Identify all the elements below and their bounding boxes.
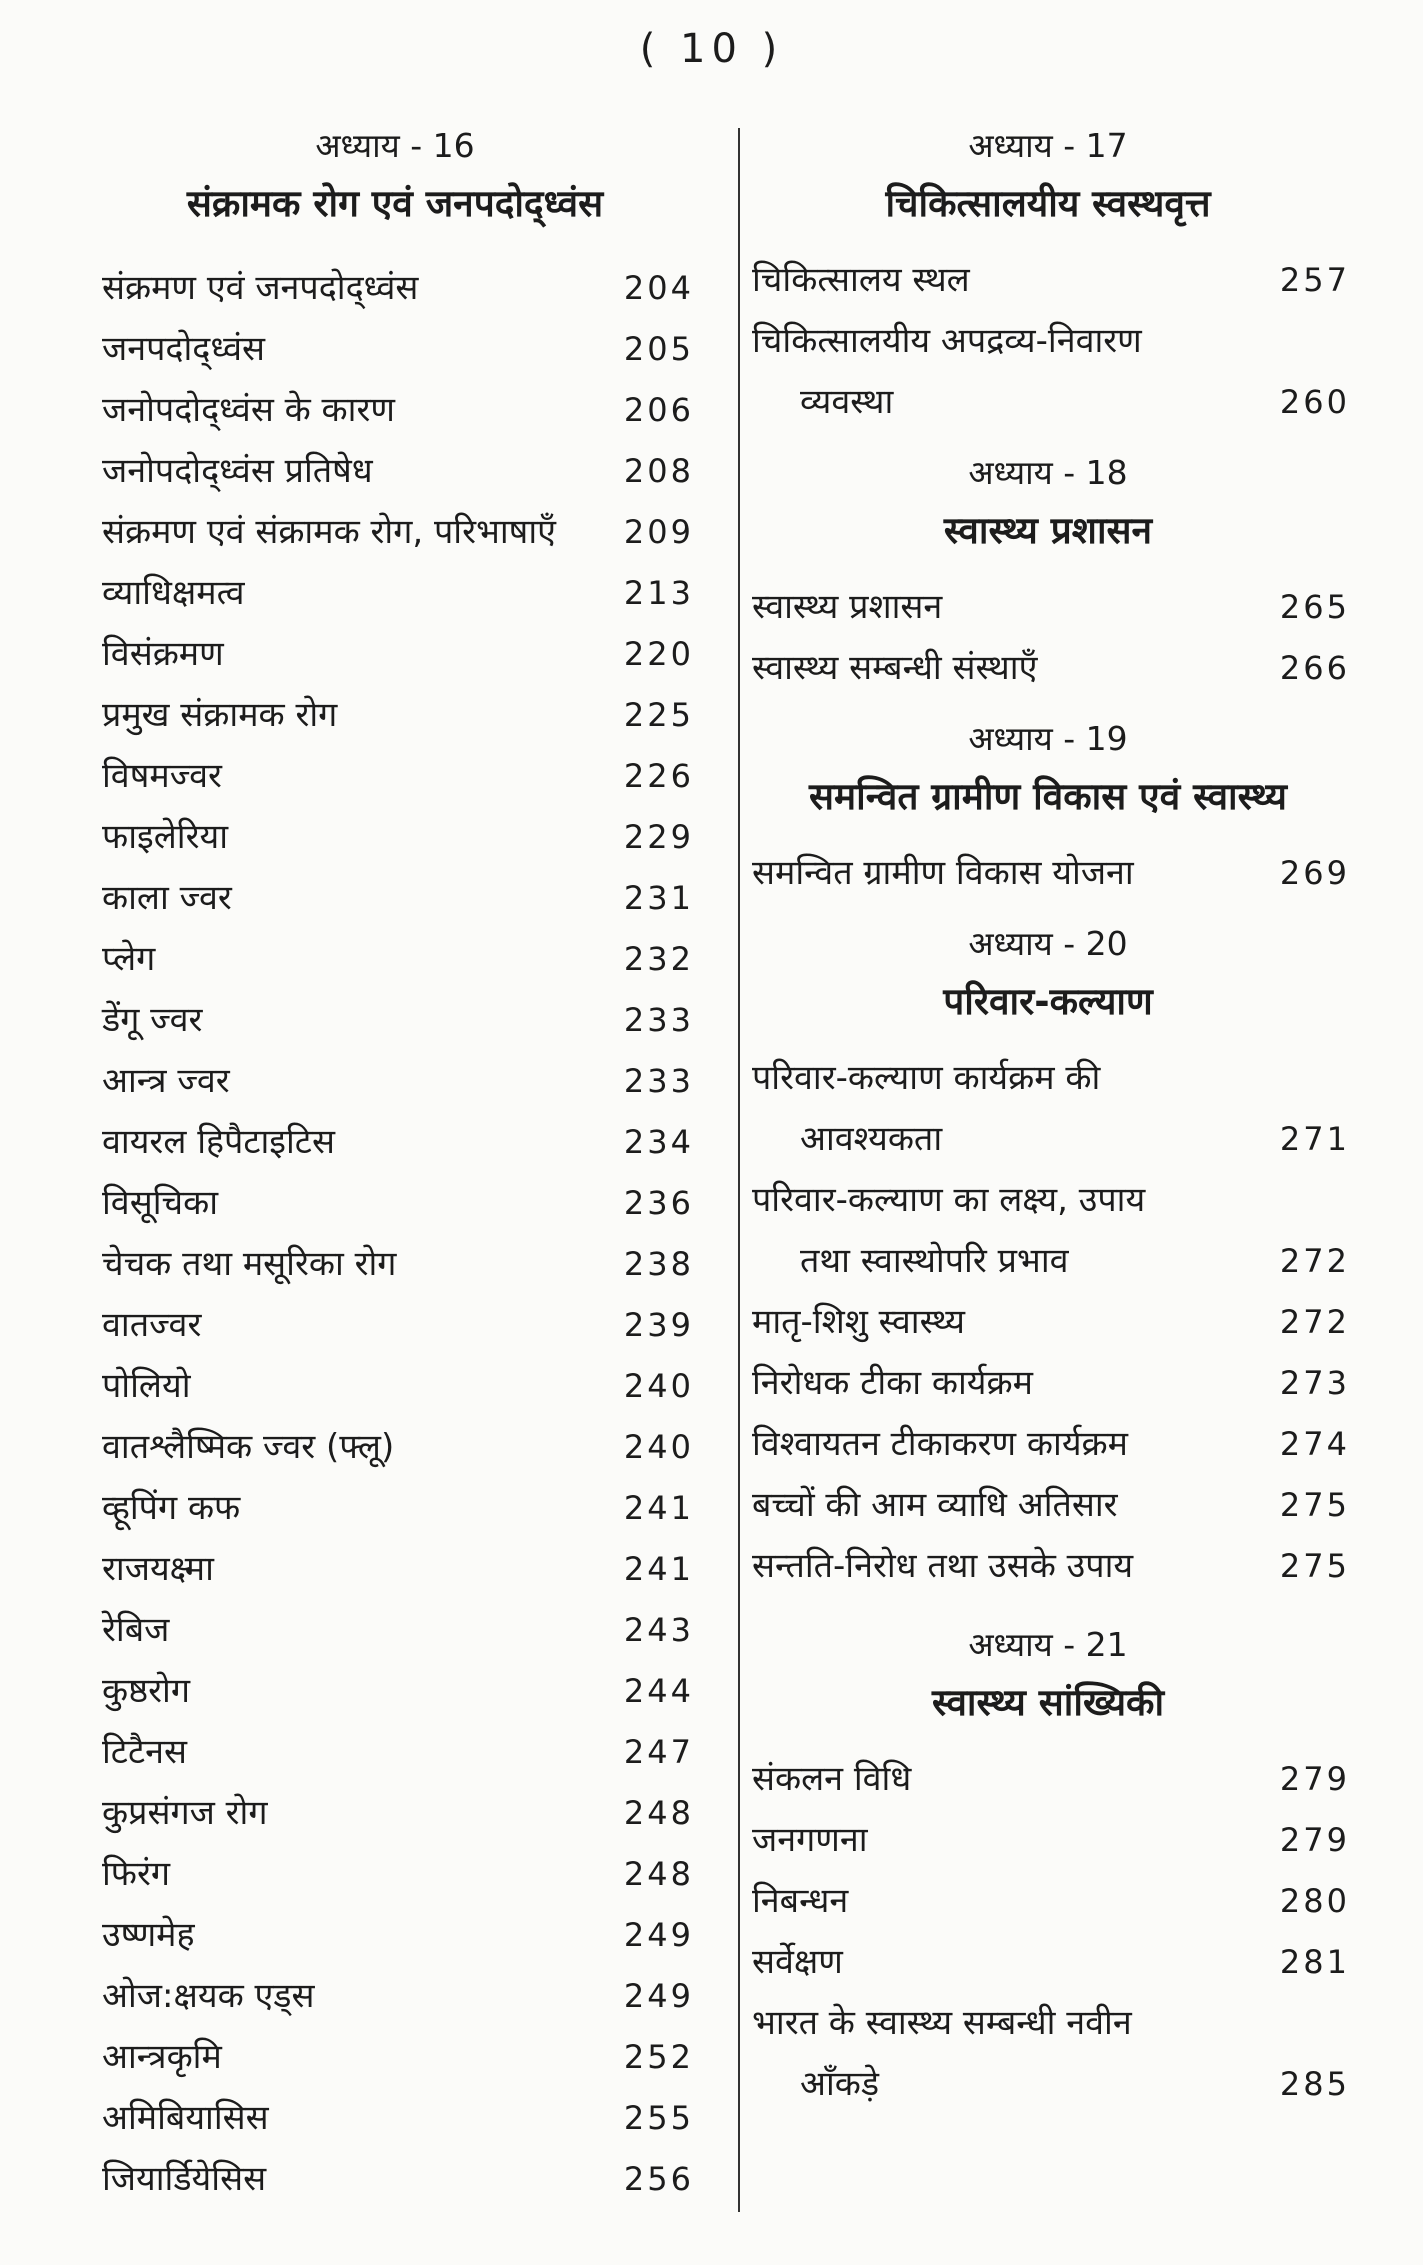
toc-entry-title: व्हूपिंग कफ [102, 1488, 241, 1528]
right-toc-list [742, 120, 1354, 2115]
toc-entry-page: 206 [623, 391, 694, 429]
toc-entry-title: परिवार-कल्याण का लक्ष्य, उपाय [752, 1180, 1146, 1220]
toc-entry [742, 577, 1354, 638]
toc-entry [742, 1353, 1354, 1414]
toc-entry-page: 275 [1279, 1486, 1350, 1524]
toc-entry-title: प्लेग [102, 939, 156, 979]
chapter-title: स्वास्थ्य प्रशासन [943, 509, 1153, 552]
toc-entry-title: वातज्वर [102, 1305, 202, 1345]
toc-entry-page: 249 [623, 1916, 694, 1954]
chapter-title: परिवार-कल्याण [943, 980, 1153, 1023]
toc-entry-title: जनोपदोद्ध्वंस प्रतिषेध [102, 451, 373, 491]
toc-entry-page: 280 [1279, 1882, 1350, 1920]
toc-entry [742, 1871, 1354, 1932]
toc-entry-page: 225 [623, 696, 694, 734]
toc-entry [90, 1234, 700, 1295]
toc-entry-page: 236 [623, 1184, 694, 1222]
toc-entry [90, 1661, 700, 1722]
toc-entry [742, 843, 1354, 904]
toc-entry-title: निरोधक टीका कार्यक्रम [752, 1363, 1033, 1403]
toc-entry-title: संक्रमण एवं संक्रामक रोग, परिभाषाएँ [102, 512, 556, 552]
toc-entry-page: 243 [623, 1611, 694, 1649]
toc-entry-page: 260 [1279, 383, 1350, 421]
toc-entry-title: निबन्धन [752, 1881, 849, 1921]
toc-entry-title: व्याधिक्षमत्व [102, 573, 245, 613]
toc-entry [90, 1112, 700, 1173]
left-toc-list [90, 258, 700, 2210]
toc-entry-title: जनगणना [752, 1820, 868, 1860]
toc-entry-title: आन्त्रकृमि [102, 2037, 222, 2077]
toc-entry [90, 563, 700, 624]
toc-entry-page: 257 [1279, 261, 1350, 299]
toc-entry-page: 275 [1279, 1547, 1350, 1585]
toc-entry [90, 441, 700, 502]
toc-entry-title: चिकित्सालयीय अपद्रव्य-निवारण [752, 321, 1142, 361]
toc-entry-page: 255 [623, 2099, 694, 2137]
toc-entry [90, 1417, 700, 1478]
toc-entry-title: काला ज्वर [102, 878, 232, 918]
toc-entry-title: स्वास्थ्य प्रशासन [752, 587, 943, 627]
toc-entry-title: विसंक्रमण [102, 634, 224, 674]
toc-entry-page: 238 [623, 1245, 694, 1283]
toc-entry [742, 1536, 1354, 1597]
toc-entry [742, 311, 1354, 433]
toc-entry-page: 241 [623, 1550, 694, 1588]
toc-entry-page: 234 [623, 1123, 694, 1161]
toc-entry [742, 1810, 1354, 1871]
toc-entry-title: विसूचिका [102, 1183, 219, 1223]
toc-entry-title: समन्वित ग्रामीण विकास योजना [752, 853, 1134, 893]
toc-entry-title: चेचक तथा मसूरिका रोग [102, 1244, 397, 1284]
toc-entry-title: विषमज्वर [102, 756, 222, 796]
toc-entry-title: फिरंग [102, 1854, 171, 1894]
chapter-label: अध्याय - 18 [968, 453, 1128, 492]
column-divider [738, 128, 740, 2212]
toc-entry-page: 281 [1279, 1943, 1350, 1981]
toc-entry-page: 269 [1279, 854, 1350, 892]
toc-entry-page: 249 [623, 1977, 694, 2015]
toc-entry [742, 1749, 1354, 1810]
toc-entry-title: पोलियो [102, 1366, 191, 1406]
toc-entry [90, 2149, 700, 2210]
toc-entry-page: 271 [1279, 1120, 1350, 1158]
toc-entry-title: संकलन विधि [752, 1759, 912, 1799]
toc-entry-page: 231 [623, 879, 694, 917]
toc-entry [90, 1173, 700, 1234]
toc-entry [742, 638, 1354, 699]
toc-entry [90, 1356, 700, 1417]
toc-entry-title: विश्वायतन टीकाकरण कार्यक्रम [752, 1424, 1128, 1464]
toc-entry-title-continued: व्यवस्था [800, 382, 894, 422]
chapter-label: अध्याय - 21 [968, 1625, 1128, 1664]
chapter-section [742, 699, 1354, 904]
toc-entry-title: उष्णमेह [102, 1915, 195, 1955]
toc-entry-page: 248 [623, 1794, 694, 1832]
toc-entry-title: राजयक्ष्मा [102, 1549, 214, 1589]
toc-entry-page: 233 [623, 1062, 694, 1100]
toc-entry [90, 1539, 700, 1600]
chapter-title: समन्वित ग्रामीण विकास एवं स्वास्थ्य [808, 775, 1288, 818]
chapter-title: स्वास्थ्य सांख्यिकी [931, 1681, 1165, 1724]
toc-entry [742, 1292, 1354, 1353]
toc-entry-title-continued: आवश्यकता [800, 1119, 943, 1159]
chapter-title: चिकित्सालयीय स्वस्थवृत्त [885, 182, 1211, 225]
toc-entry-title: जियार्डियेसिस [102, 2159, 267, 2199]
toc-entry-page: 266 [1279, 649, 1350, 687]
toc-entry-page: 273 [1279, 1364, 1350, 1402]
toc-entry-title: मातृ-शिशु स्वास्थ्य [752, 1302, 965, 1342]
toc-entry-title: परिवार-कल्याण कार्यक्रम की [752, 1058, 1101, 1098]
toc-entry-title: ओज:क्षयक एड्स [102, 1976, 315, 2016]
toc-entry-page: 272 [1279, 1242, 1350, 1280]
toc-entry-page: 248 [623, 1855, 694, 1893]
toc-entry [90, 990, 700, 1051]
toc-entry-page: 256 [623, 2160, 694, 2198]
toc-entry-page: 239 [623, 1306, 694, 1344]
toc-entry-page: 240 [623, 1367, 694, 1405]
toc-entry-page: 272 [1279, 1303, 1350, 1341]
toc-entry-title: वायरल हिपैटाइटिस [102, 1122, 335, 1162]
toc-entry-page: 241 [623, 1489, 694, 1527]
chapter-label: अध्याय - 16 [315, 126, 475, 165]
toc-entry-title: स्वास्थ्य सम्बन्धी संस्थाएँ [752, 648, 1038, 688]
toc-entry [90, 685, 700, 746]
toc-entry-title: जनोपदोद्ध्वंस के कारण [102, 390, 395, 430]
toc-entry [90, 2027, 700, 2088]
toc-entry [90, 258, 700, 319]
toc-entry [90, 502, 700, 563]
toc-entry [90, 746, 700, 807]
right-column [742, 120, 1354, 2115]
toc-entry [90, 1295, 700, 1356]
toc-entry [742, 1414, 1354, 1475]
toc-entry [742, 1475, 1354, 1536]
toc-entry [90, 929, 700, 990]
toc-entry-page: 279 [1279, 1760, 1350, 1798]
toc-entry-page: 204 [623, 269, 694, 307]
toc-entry-title: संक्रमण एवं जनपदोद्ध्वंस [102, 268, 419, 308]
toc-entry-page: 265 [1279, 588, 1350, 626]
toc-entry-title: वातश्लैष्मिक ज्वर (फ्लू) [102, 1427, 395, 1467]
toc-entry-page: 208 [623, 452, 694, 490]
toc-entry-page: 252 [623, 2038, 694, 2076]
chapter-section [742, 120, 1354, 433]
toc-entry-title: बच्चों की आम व्याधि अतिसार [752, 1485, 1118, 1525]
toc-entry [742, 1993, 1354, 2115]
toc-entry [90, 1722, 700, 1783]
toc-entry-title: कुष्ठरोग [102, 1671, 190, 1711]
toc-entry [90, 624, 700, 685]
toc-entry [90, 807, 700, 868]
toc-entry-title: भारत के स्वास्थ्य सम्बन्धी नवीन [752, 2003, 1132, 2043]
toc-entry [90, 868, 700, 929]
toc-entry-page: 232 [623, 940, 694, 978]
left-column [90, 120, 700, 2210]
toc-entry-title: अमिबियासिस [102, 2098, 269, 2138]
toc-entry-page: 247 [623, 1733, 694, 1771]
chapter-label: अध्याय - 19 [968, 719, 1128, 758]
toc-entry [742, 1170, 1354, 1292]
toc-entry [742, 1048, 1354, 1170]
toc-entry [742, 1932, 1354, 1993]
toc-entry-page: 209 [623, 513, 694, 551]
toc-entry [90, 1966, 700, 2027]
toc-entry-title: टिटैनस [102, 1732, 187, 1772]
toc-entry-page: 244 [623, 1672, 694, 1710]
chapter-label: अध्याय - 17 [968, 126, 1128, 165]
toc-entry-title: आन्त्र ज्वर [102, 1061, 230, 1101]
toc-entry-page: 240 [623, 1428, 694, 1466]
toc-entry [90, 1844, 700, 1905]
toc-entry-page: 213 [623, 574, 694, 612]
toc-entry-page: 229 [623, 818, 694, 856]
chapter-section [742, 433, 1354, 699]
toc-entry-title: चिकित्सालय स्थल [752, 260, 970, 300]
toc-entry-page: 226 [623, 757, 694, 795]
chapter-section [742, 904, 1354, 1597]
toc-entry [90, 2088, 700, 2149]
toc-entry-title: प्रमुख संक्रामक रोग [102, 695, 338, 735]
toc-entry-page: 205 [623, 330, 694, 368]
toc-entry-title: कुप्रसंगज रोग [102, 1793, 268, 1833]
page-number: ( 10 ) [639, 26, 784, 72]
toc-entry-page: 279 [1279, 1821, 1350, 1859]
toc-entry-title: जनपदोद्ध्वंस [102, 329, 265, 369]
chapter-title: संक्रामक रोग एवं जनपदोद्ध्वंस [186, 182, 604, 225]
toc-entry-page: 274 [1279, 1425, 1350, 1463]
toc-entry [90, 319, 700, 380]
chapter-section [742, 1597, 1354, 2115]
toc-entry-title: सर्वेक्षण [752, 1942, 843, 1982]
toc-entry-page: 285 [1279, 2065, 1350, 2103]
toc-entry-page: 233 [623, 1001, 694, 1039]
toc-entry [90, 1600, 700, 1661]
toc-entry-title: सन्तति-निरोध तथा उसके उपाय [752, 1546, 1134, 1586]
toc-entry [90, 1051, 700, 1112]
toc-entry-title: फाइलेरिया [102, 817, 229, 857]
toc-entry-title: रेबिज [102, 1610, 170, 1650]
toc-entry-page: 220 [623, 635, 694, 673]
toc-entry [90, 1783, 700, 1844]
toc-entry [742, 250, 1354, 311]
toc-entry-title-continued: तथा स्वास्थोपरि प्रभाव [800, 1241, 1069, 1281]
toc-entry [90, 1478, 700, 1539]
toc-entry [90, 1905, 700, 1966]
toc-entry [90, 380, 700, 441]
toc-entry-title: डेंगू ज्वर [102, 1000, 203, 1040]
chapter-label: अध्याय - 20 [968, 924, 1128, 963]
toc-entry-title-continued: आँकड़े [800, 2064, 880, 2104]
